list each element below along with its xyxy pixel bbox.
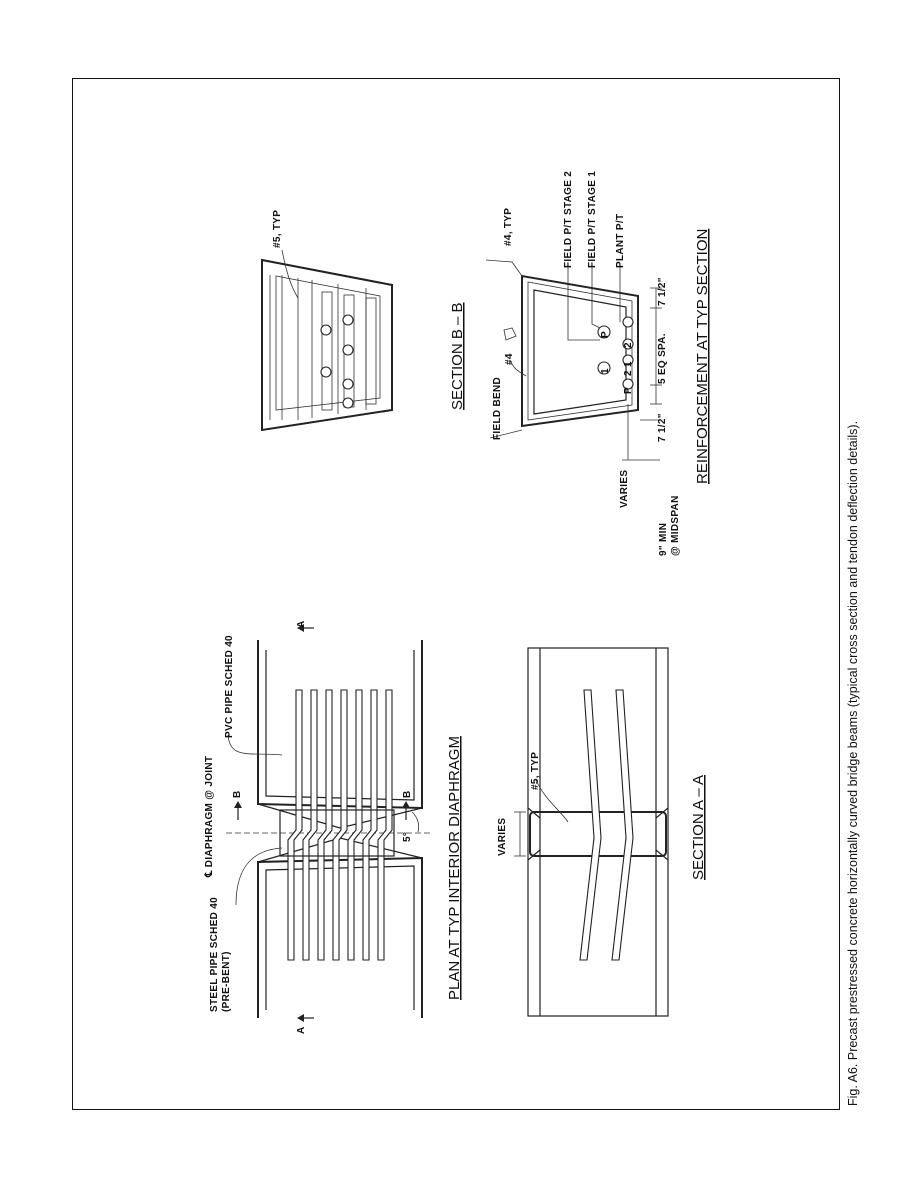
diaphragm-label: ℄ DIAPHRAGM @ JOINT [204, 755, 215, 877]
plan-title: PLAN AT TYP INTERIOR DIAPHRAGM [446, 736, 463, 1000]
midspan-label: @ MIDSPAN [670, 495, 681, 556]
section-a-duct-1 [580, 690, 601, 960]
section-a-varies: VARIES [497, 817, 508, 856]
section-b-bar-leader [282, 250, 298, 298]
dim-right-label: 7 1/2" [657, 277, 668, 306]
reinf-ducts [598, 317, 633, 389]
angle-arc [412, 812, 419, 832]
tag-21: 2 1 [623, 361, 634, 376]
bar4-typ-label: #4, TYP [503, 207, 514, 246]
section-b-ducts [321, 315, 353, 408]
section-a-bar5: #5, TYP [530, 751, 541, 790]
tag-p-upper: P [600, 331, 611, 338]
pvc-pipe-leader [228, 735, 282, 755]
cut-b-label-right: B [402, 790, 413, 798]
plan-left-beam [258, 858, 422, 1018]
steel-pipe-label: STEEL PIPE SCHED 40 [209, 897, 220, 1012]
section-b-bars [270, 275, 376, 420]
box-beam-inner [534, 290, 626, 414]
reinforcement-view [486, 171, 711, 556]
plan-right-beam [258, 640, 422, 808]
plan-ducts [288, 690, 392, 960]
tag-1: 1 [600, 368, 611, 374]
box-beam-stirrup [528, 282, 632, 420]
section-a-title: SECTION A – A [690, 774, 707, 880]
tag-2: 2 [623, 342, 634, 348]
eq-spa-label: 5 EQ SPA. [657, 333, 668, 384]
cut-b-label-left: B [232, 790, 243, 798]
field-pt2-label: FIELD P/T STAGE 2 [563, 170, 574, 268]
bar4-hook-icon [504, 328, 516, 340]
plan-view [204, 620, 463, 1034]
angle-label: 5° [402, 831, 413, 842]
cut-a-label-lower: A [296, 1026, 307, 1034]
section-a-duct-2 [612, 690, 633, 960]
varies-label: VARIES [619, 469, 630, 508]
section-a-view [497, 648, 707, 1016]
cut-a-label-upper: A [296, 620, 307, 628]
field-pt1-label: FIELD P/T STAGE 1 [587, 170, 598, 268]
pre-bent-label: (PRE-BENT) [221, 951, 232, 1012]
field-bend-label: FIELD BEND [492, 377, 503, 440]
dim-left-label: 7 1/2" [657, 413, 668, 442]
section-b-title: SECTION B – B [449, 302, 466, 410]
bar4-typ-leader [486, 260, 522, 276]
field-pt1-leader [592, 266, 600, 328]
min-label: 9" MIN [658, 522, 669, 556]
section-b-bar5: #5, TYP [272, 209, 283, 248]
field-pt2-leader [568, 266, 600, 340]
reinforcement-title: REINFORCEMENT AT TYP SECTION [694, 228, 711, 484]
bar4-label: #4 [504, 353, 515, 365]
tag-p: P [623, 387, 634, 394]
section-b-view [262, 210, 466, 430]
figure-caption: Fig. A6. Precast prestressed concrete horizontally curved bridge beams (typical cross section and tendon deflection details). [846, 420, 860, 1106]
plant-pt-label: PLANT P/T [615, 213, 626, 268]
pvc-pipe-label: PVC PIPE SCHED 40 [224, 635, 235, 738]
